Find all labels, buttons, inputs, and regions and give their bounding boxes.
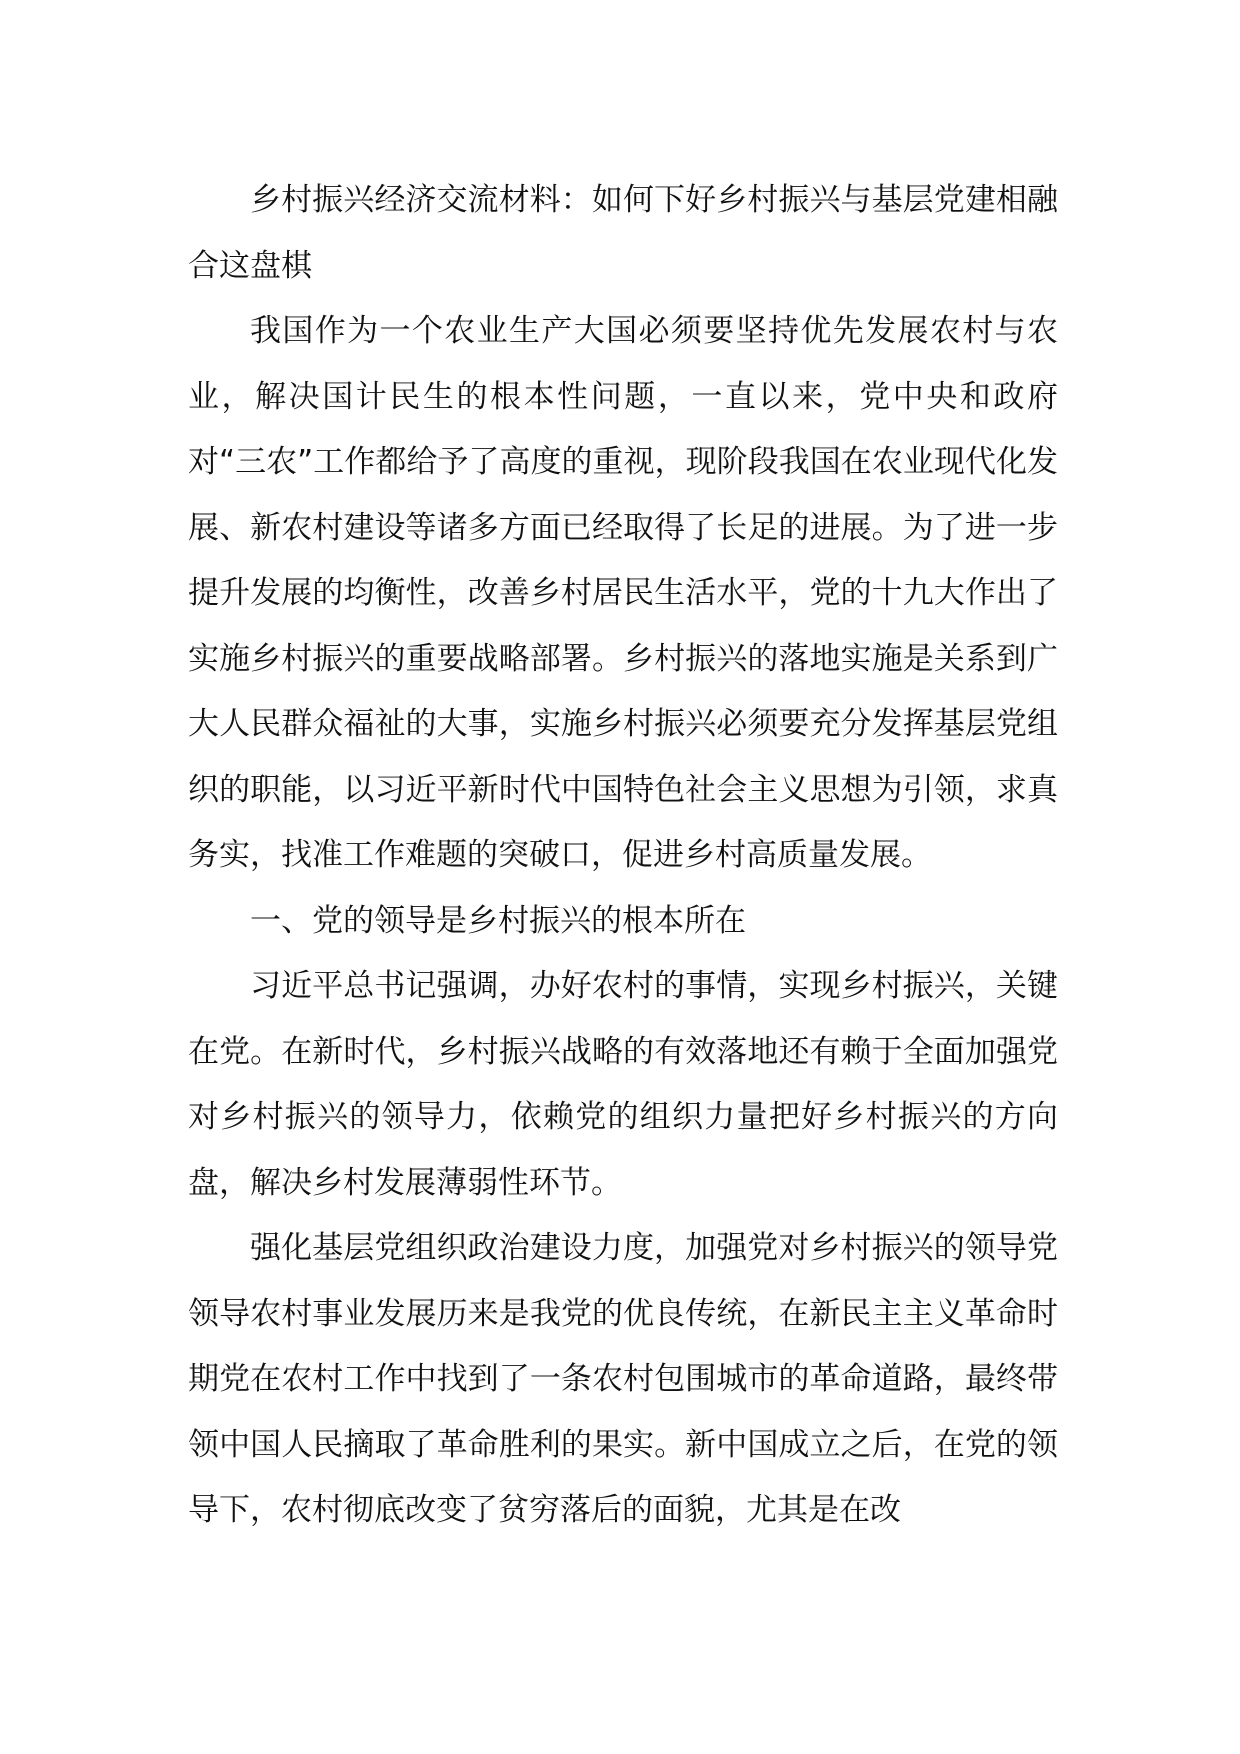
document-title: 乡村振兴经济交流材料：如何下好乡村振兴与基层党建相融合这盘棋 [188, 182, 1058, 284]
paragraph-key-in-party: 习近平总书记强调，办好农村的事情，实现乡村振兴，关键在党。在新时代，乡村振兴战略的有效落地还有赖于全面加强党对乡村振兴的领导力，依赖党的组织力量把好乡村振兴的方向盘，解决乡村发展薄弱性环节。 [188, 968, 1058, 1201]
paragraph-political-building: 强化基层党组织政治建设力度，加强党对乡村振兴的领导党领导农村事业发展历来是我党的优良传统，在新民主主义革命时期党在农村工作中找到了一条农村包围城市的革命道路，最终带领中国人民摘取了革命胜利的果实。新中国成立之后，在党的领导下，农村彻底改变了贫穷落后的面貌，尤其是在改 [188, 1230, 1058, 1528]
paragraph-intro: 我国作为一个农业生产大国必须要坚持优先发展农村与农业，解决国计民生的根本性问题，一直以来，党中央和政府对“三农”工作都给予了高度的重视，现阶段我国在农业现代化发展、新农村建设等诸多方面已经取得了长足的进展。为了进一步提升发展的均衡性，改善乡村居民生活水平，党的十九大作出了实施乡村振兴的重要战略部署。乡村振兴的落地实施是关系到广大人民群众福祉的大事，实施乡村振兴必须要充分发挥基层党组织的职能，以习近平新时代中国特色社会主义思想为引领，求真务实，找准工作难题的突破口，促进乡村高质量发展。 [188, 313, 1058, 873]
document-body [188, 168, 1058, 1544]
section-heading-1: 一、党的领导是乡村振兴的根本所在 [250, 902, 746, 939]
